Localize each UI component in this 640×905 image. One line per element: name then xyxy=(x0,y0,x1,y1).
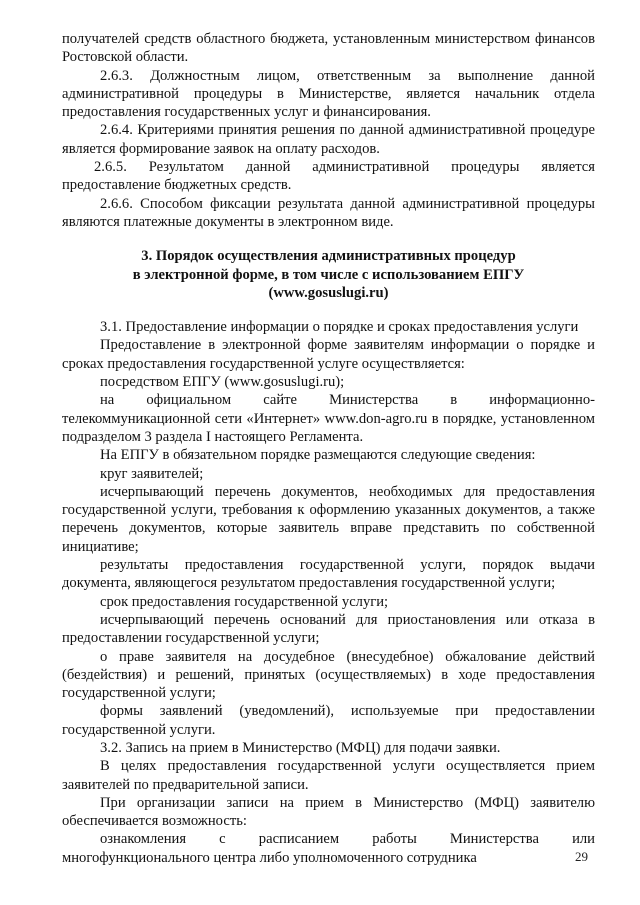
paragraph: При организации записи на прием в Министерство (МФЦ) заявителю обеспечивается возможность: xyxy=(62,794,595,830)
paragraph: о праве заявителя на досудебное (внесудебное) обжалование действий (бездействия) и решений, принятых (осуществляемых) в ходе предоставления государственной услуги; xyxy=(62,648,595,702)
paragraph: срок предоставления государственной услуги; xyxy=(100,593,389,610)
paragraph: На ЕПГУ в обязательном порядке размещаются следующие сведения: xyxy=(100,447,536,464)
paragraph: формы заявлений (уведомлений), используемые при предоставлении государственной услуги. xyxy=(62,703,595,738)
document-body xyxy=(62,30,595,867)
paragraph: 2.6.3. Должностным лицом, ответственным за выполнение данной административной процедуры в Министерстве, является начальник отдела предоставления государственных услуг и финансирования. xyxy=(62,67,595,121)
heading-line: (www.gosuslugi.ru) xyxy=(268,284,389,301)
paragraph: результаты предоставления государственной услуги, порядок выдачи документа, являющегося результатом предоставления государственной услуги; xyxy=(62,557,595,592)
page-number: 29 xyxy=(575,849,588,864)
heading-line: в электронной форме, в том числе с использованием ЕПГУ xyxy=(132,266,525,283)
paragraph: 2.6.4. Критериями принятия решения по данной административной процедуре является формирование заявок на оплату расходов. xyxy=(62,122,595,157)
paragraph: 2.6.5. Результатом данной административной процедуры является предоставление бюджетных средств. xyxy=(62,159,595,194)
paragraph: В целях предоставления государственной услуги осуществляется прием заявителей по предварительной записи. xyxy=(62,758,595,793)
paragraph: 3.2. Запись на прием в Министерство (МФЦ) для подачи заявки. xyxy=(100,739,501,756)
section-heading xyxy=(62,247,595,302)
paragraph: Предоставление в электронной форме заявителям информации о порядке и сроках предоставления государственной услуге осуществляется: xyxy=(62,337,595,372)
paragraph: исчерпывающий перечень оснований для приостановления или отказа в предоставлении государственной услуги; xyxy=(62,611,595,647)
paragraph: ознакомления с расписанием работы Министерства или многофункционального центра либо уполномоченного сотрудника xyxy=(62,831,595,866)
paragraph: 3.1. Предоставление информации о порядке и сроках предоставления услуги xyxy=(100,319,579,336)
paragraph: на официальном сайте Министерства в информационно-телекоммуникационной сети «Интернет» www.don-agro.ru в порядке, установленном подразделом 3 раздела I настоящего Регламента. xyxy=(62,392,595,445)
paragraph: посредством ЕПГУ (www.gosuslugi.ru); xyxy=(100,374,345,391)
heading-line: 3. Порядок осуществления административных процедур xyxy=(141,248,516,265)
paragraph: исчерпывающий перечень документов, необходимых для предоставления государственной услуги, требования к оформлению указанных документов, а также перечень документов, которые заявитель вправе представить по собственной инициативе; xyxy=(62,483,595,555)
paragraph: получателей средств областного бюджета, установленным министерством финансов Ростовской области. xyxy=(62,31,595,66)
paragraph: 2.6.6. Способом фиксации результата данной административной процедуры являются платежные документы в электронном виде. xyxy=(62,195,595,230)
paragraph: круг заявителей; xyxy=(100,465,204,482)
